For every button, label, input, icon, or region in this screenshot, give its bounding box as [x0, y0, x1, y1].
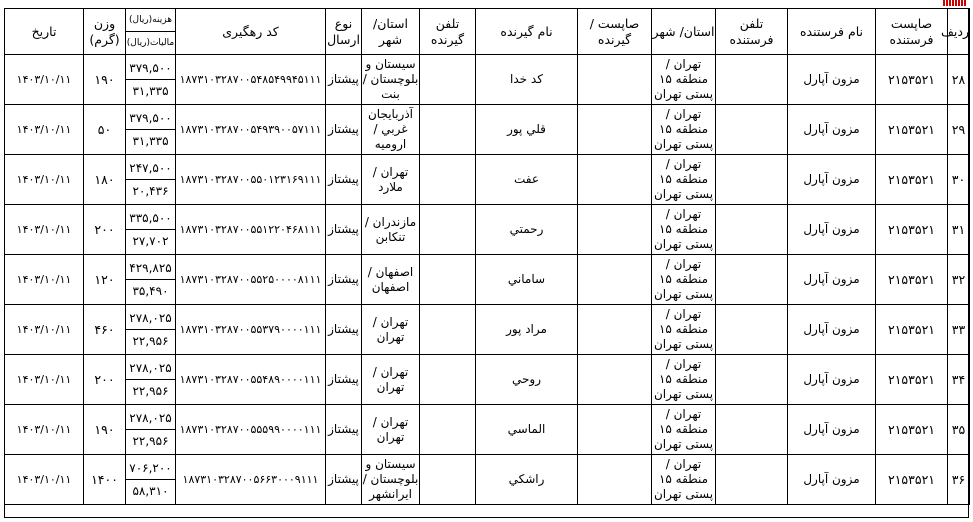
- table-row: [5, 455, 970, 505]
- cell-row: ۳۱: [948, 205, 970, 255]
- cell-origin: تهران / منطقه ۱۵ پستی تهران: [652, 255, 716, 305]
- cell-receiver-name: مراد پور: [476, 305, 578, 355]
- cell-send-type: پیشتاز: [326, 105, 362, 155]
- header-tax-label: مالیات(ریال): [126, 38, 175, 48]
- cell-row: ۲۸: [948, 55, 970, 105]
- cell-receiver-phone: [420, 205, 476, 255]
- cell-cost: ۷۰۶,۲۰۰: [126, 457, 175, 480]
- header-receiver-code: صاپست /گیرنده: [578, 9, 652, 55]
- cell-send-type: پیشتاز: [326, 55, 362, 105]
- cell-send-type: پیشتاز: [326, 355, 362, 405]
- cell-row: ۳۴: [948, 355, 970, 405]
- cell-sender-name: مزون آپارل: [788, 105, 876, 155]
- cell-row: ۳۰: [948, 155, 970, 205]
- header-date: تاریخ: [5, 9, 84, 55]
- cell-sender-code: ۲۱۵۳۵۲۱: [876, 155, 948, 205]
- cell-cost: ۳۷۹,۵۰۰: [126, 57, 175, 80]
- cell-tax: ۲۲,۹۵۶: [132, 384, 169, 398]
- cell-receiver-phone: [420, 105, 476, 155]
- cell-receiver-phone: [420, 55, 476, 105]
- cell-tax: ۳۵,۴۹۰: [132, 284, 169, 298]
- cell-tracking: ۱۸۷۳۱۰۳۲۸۷۰۰۵۵۲۵۰۰۰۰۸۱۱۱: [176, 255, 326, 305]
- cell-date: ۱۴۰۳/۱۰/۱۱: [5, 455, 84, 505]
- cell-receiver-phone: [420, 405, 476, 455]
- cell-sender-code: ۲۱۵۳۵۲۱: [876, 305, 948, 355]
- cell-sender-phone: [716, 155, 788, 205]
- cell-sender-name: مزون آپارل: [788, 155, 876, 205]
- header-origin: استان/ شهر: [652, 9, 716, 55]
- cell-sender-name: مزون آپارل: [788, 305, 876, 355]
- cell-tax: ۳۱,۳۳۵: [132, 134, 169, 148]
- header-cost: [126, 9, 176, 55]
- cell-receiver-name: راشکي: [476, 455, 578, 505]
- cell-origin: تهران / منطقه ۱۵ پستی تهران: [652, 455, 716, 505]
- cell-cost: ۲۴۷,۵۰۰: [126, 157, 175, 180]
- cell-receiver-name: قلي پور: [476, 105, 578, 155]
- cell-tax: ۳۱,۳۳۵: [132, 84, 169, 98]
- cell-row: ۳۲: [948, 255, 970, 305]
- cell-cost-tax: [126, 355, 176, 405]
- cell-destination: تهران / تهران: [362, 355, 420, 405]
- table-row: [5, 405, 970, 455]
- cell-cost: ۴۲۹,۸۲۵: [126, 257, 175, 280]
- cell-tax: ۲۲,۹۵۶: [132, 434, 169, 448]
- cell-weight: ۱۴۰۰: [84, 455, 126, 505]
- table-row: [5, 105, 970, 155]
- cell-send-type: پیشتاز: [326, 455, 362, 505]
- header-send-type: نوع ارسال: [326, 9, 362, 55]
- cell-receiver-phone: [420, 455, 476, 505]
- cell-date: ۱۴۰۳/۱۰/۱۱: [5, 255, 84, 305]
- cell-date: ۱۴۰۳/۱۰/۱۱: [5, 405, 84, 455]
- cell-receiver-code: [578, 305, 652, 355]
- cell-receiver-name: ساماني: [476, 255, 578, 305]
- cell-sender-code: ۲۱۵۳۵۲۱: [876, 405, 948, 455]
- cell-send-type: پیشتاز: [326, 205, 362, 255]
- table-row: [5, 355, 970, 405]
- cell-row: ۳۶: [948, 455, 970, 505]
- cell-weight: ۱۸۰: [84, 155, 126, 205]
- cell-sender-phone: [716, 355, 788, 405]
- cell-sender-phone: [716, 55, 788, 105]
- table-row: [5, 255, 970, 305]
- cell-cost-tax: [126, 105, 176, 155]
- cell-weight: ۵۰: [84, 105, 126, 155]
- brand-logo: [943, 0, 967, 6]
- cell-destination: سیستان و بلوچستان / ایرانشهر: [362, 455, 420, 505]
- cell-cost-tax: [126, 55, 176, 105]
- cell-receiver-code: [578, 155, 652, 205]
- cell-destination: سیستان و بلوچستان / بنت: [362, 55, 420, 105]
- cell-row: ۲۹: [948, 105, 970, 155]
- cell-receiver-code: [578, 255, 652, 305]
- cell-origin: تهران / منطقه ۱۵ پستی تهران: [652, 155, 716, 205]
- cell-cost-tax: [126, 205, 176, 255]
- cell-tracking: ۱۸۷۳۱۰۳۲۸۷۰۰۵۵۴۸۹۰۰۰۰۱۱۱: [176, 355, 326, 405]
- header-sender-phone: تلفن فرستنده: [716, 9, 788, 55]
- cell-cost: ۲۷۸,۰۲۵: [126, 307, 175, 330]
- cell-destination: تهران / تهران: [362, 405, 420, 455]
- cell-tracking: ۱۸۷۳۱۰۳۲۸۷۰۰۵۴۹۳۹۰۰۵۷۱۱۱: [176, 105, 326, 155]
- cell-date: ۱۴۰۳/۱۰/۱۱: [5, 155, 84, 205]
- cell-tracking: ۱۸۷۳۱۰۳۲۸۷۰۰۵۵۳۷۹۰۰۰۰۱۱۱: [176, 305, 326, 355]
- cell-sender-code: ۲۱۵۳۵۲۱: [876, 455, 948, 505]
- cell-sender-phone: [716, 205, 788, 255]
- cell-receiver-phone: [420, 255, 476, 305]
- cell-date: ۱۴۰۳/۱۰/۱۱: [5, 105, 84, 155]
- cell-tracking: ۱۸۷۳۱۰۳۲۸۷۰۰۵۵۵۹۹۰۰۰۰۱۱۱: [176, 405, 326, 455]
- cell-cost: ۲۷۸,۰۲۵: [126, 407, 175, 430]
- cell-origin: تهران / منطقه ۱۵ پستی تهران: [652, 355, 716, 405]
- cell-sender-phone: [716, 455, 788, 505]
- cell-sender-phone: [716, 305, 788, 355]
- cell-cost-tax: [126, 455, 176, 505]
- cell-row: ۳۳: [948, 305, 970, 355]
- cell-receiver-name: کد خدا: [476, 55, 578, 105]
- cell-cost-tax: [126, 255, 176, 305]
- cell-send-type: پیشتاز: [326, 255, 362, 305]
- header-sender-code: صاپست فرستنده: [876, 9, 948, 55]
- cell-receiver-phone: [420, 355, 476, 405]
- cell-sender-phone: [716, 405, 788, 455]
- cell-receiver-code: [578, 405, 652, 455]
- cell-destination: مازندران / تنکابن: [362, 205, 420, 255]
- cell-destination: اصفهان / اصفهان: [362, 255, 420, 305]
- table-row: [5, 205, 970, 255]
- cell-sender-code: ۲۱۵۳۵۲۱: [876, 355, 948, 405]
- cell-send-type: پیشتاز: [326, 405, 362, 455]
- cell-sender-code: ۲۱۵۳۵۲۱: [876, 55, 948, 105]
- cell-destination: تهران / ملارد: [362, 155, 420, 205]
- cell-tracking: ۱۸۷۳۱۰۳۲۸۷۰۰۵۵۰۱۲۳۱۶۹۱۱۱: [176, 155, 326, 205]
- table-row: [5, 305, 970, 355]
- cell-send-type: پیشتاز: [326, 305, 362, 355]
- header-row: ردیف: [948, 9, 970, 55]
- cell-destination: تهران / تهران: [362, 305, 420, 355]
- cell-receiver-name: روحي: [476, 355, 578, 405]
- header-destination: استان/ شهر: [362, 9, 420, 55]
- cell-sender-name: مزون آپارل: [788, 405, 876, 455]
- cell-tax: ۲۰,۴۳۶: [132, 184, 169, 198]
- cell-cost-tax: [126, 305, 176, 355]
- cell-receiver-phone: [420, 305, 476, 355]
- cell-weight: ۱۹۰: [84, 405, 126, 455]
- cell-cost: ۲۷۸,۰۲۵: [126, 357, 175, 380]
- cell-sender-name: مزون آپارل: [788, 455, 876, 505]
- header-receiver-phone: تلفن گیرنده: [420, 9, 476, 55]
- cell-receiver-name: عفت: [476, 155, 578, 205]
- cell-receiver-code: [578, 105, 652, 155]
- cell-date: ۱۴۰۳/۱۰/۱۱: [5, 305, 84, 355]
- cell-origin: تهران / منطقه ۱۵ پستی تهران: [652, 205, 716, 255]
- cell-origin: تهران / منطقه ۱۵ پستی تهران: [652, 305, 716, 355]
- cell-date: ۱۴۰۳/۱۰/۱۱: [5, 355, 84, 405]
- cell-receiver-code: [578, 455, 652, 505]
- cell-send-type: پیشتاز: [326, 155, 362, 205]
- cell-cost-tax: [126, 155, 176, 205]
- cell-sender-name: مزون آپارل: [788, 255, 876, 305]
- shipments-table: [4, 8, 970, 505]
- cell-sender-phone: [716, 255, 788, 305]
- cell-origin: تهران / منطقه ۱۵ پستی تهران: [652, 55, 716, 105]
- cell-cost: ۳۷۹,۵۰۰: [126, 107, 175, 130]
- cell-origin: تهران / منطقه ۱۵ پستی تهران: [652, 105, 716, 155]
- cell-weight: ۱۲۰: [84, 255, 126, 305]
- cell-cost-tax: [126, 405, 176, 455]
- cell-weight: ۱۹۰: [84, 55, 126, 105]
- cell-weight: ۲۰۰: [84, 205, 126, 255]
- cell-tax: ۲۷,۷۰۲: [132, 234, 169, 248]
- cell-tracking: ۱۸۷۳۱۰۳۲۸۷۰۰۵۶۶۳۰۰۰۹۱۱۱: [176, 455, 326, 505]
- cell-receiver-code: [578, 355, 652, 405]
- cell-row: ۳۵: [948, 405, 970, 455]
- cell-destination: آذربایجان غربي / ارومیه: [362, 105, 420, 155]
- cell-tracking: ۱۸۷۳۱۰۳۲۸۷۰۰۵۴۸۵۴۹۹۴۵۱۱۱: [176, 55, 326, 105]
- cell-sender-name: مزون آپارل: [788, 55, 876, 105]
- cell-tax: ۲۲,۹۵۶: [132, 334, 169, 348]
- cell-sender-name: مزون آپارل: [788, 355, 876, 405]
- cell-sender-name: مزون آپارل: [788, 205, 876, 255]
- cell-date: ۱۴۰۳/۱۰/۱۱: [5, 205, 84, 255]
- cell-tax: ۵۸,۳۱۰: [132, 484, 169, 498]
- cell-tracking: ۱۸۷۳۱۰۳۲۸۷۰۰۵۵۱۲۲۰۴۶۸۱۱۱: [176, 205, 326, 255]
- cell-date: ۱۴۰۳/۱۰/۱۱: [5, 55, 84, 105]
- cell-sender-code: ۲۱۵۳۵۲۱: [876, 205, 948, 255]
- cell-sender-code: ۲۱۵۳۵۲۱: [876, 255, 948, 305]
- header-cost-label: هزینه(ریال): [126, 9, 175, 32]
- cell-sender-code: ۲۱۵۳۵۲۱: [876, 105, 948, 155]
- header-weight: وزن (گرم): [84, 9, 126, 55]
- cell-weight: ۴۶۰: [84, 305, 126, 355]
- header-sender-name: نام فرستنده: [788, 9, 876, 55]
- table-row: [5, 155, 970, 205]
- cell-receiver-name: الماسي: [476, 405, 578, 455]
- cell-cost: ۳۳۵,۵۰۰: [126, 207, 175, 230]
- cell-origin: تهران / منطقه ۱۵ پستی تهران: [652, 405, 716, 455]
- cell-receiver-phone: [420, 155, 476, 205]
- cell-receiver-code: [578, 55, 652, 105]
- cell-weight: ۲۰۰: [84, 355, 126, 405]
- cell-receiver-code: [578, 205, 652, 255]
- cell-sender-phone: [716, 105, 788, 155]
- table-row: [5, 55, 970, 105]
- header-receiver-name: نام گیرنده: [476, 9, 578, 55]
- header-tracking: کد رهگیری: [176, 9, 326, 55]
- cell-receiver-name: رحمتي: [476, 205, 578, 255]
